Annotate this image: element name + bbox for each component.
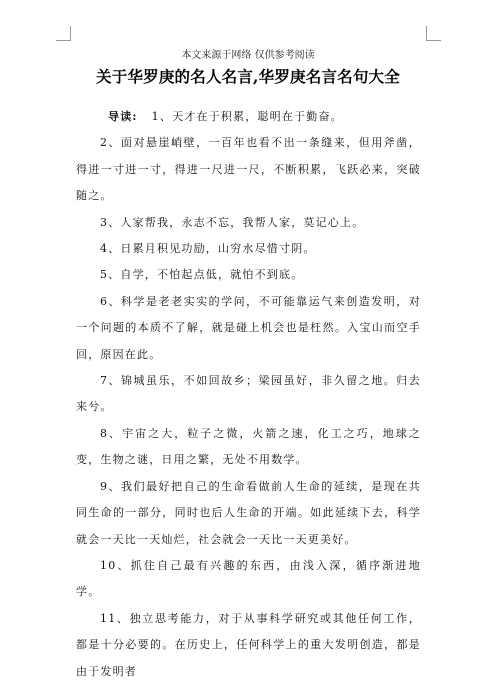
paragraph: 8、宇宙之大，粒子之微，火箭之速，化工之巧，地球之变，生物之谜，日用之繁，无处不用数学。 (76, 426, 421, 467)
paragraph: 7、锦城虽乐，不如回故乡；梁园虽好，非久留之地。归去来兮。 (76, 374, 421, 414)
paragraph-text: 1、天才在于积累，聪明在于勤奋。 (151, 110, 343, 123)
paragraph: 4、日累月积见功励，山穷水尽惜寸阴。 (100, 242, 316, 256)
page-crop-mark-top-left (56, 26, 71, 41)
document-body (76, 104, 421, 685)
paragraph: 6、科学是老老实实的学问，不可能靠运气来创造发明，对一个问题的本质不了解，就是碰上机会也是枉然。入宝山而空手回，原因在此。 (76, 294, 421, 361)
paragraph: 11、独立思考能力，对于从事科学研究或其他任何工作，都是十分必要的。在历史上，任何科学上的重大发明创造，都是由于发明者 (76, 611, 421, 678)
paragraph: 3、人家帮我，永志不忘，我帮人家，莫记心上。 (100, 215, 365, 229)
paragraph-lead (76, 104, 421, 130)
lead-label: 导读: (108, 110, 138, 123)
paragraph: 10、抓住自己最有兴趣的东西，由浅入深，循序渐进地学。 (76, 558, 421, 599)
source-note: 本文来源于网络 仅供参考阅读 (181, 50, 315, 61)
paragraph: 5、自学，不怕起点低，就怕不到底。 (100, 268, 304, 282)
page-title: 关于华罗庚的名人名言,华罗庚名言名句大全 (96, 67, 400, 86)
page-crop-mark-top-right (426, 26, 441, 41)
paragraph: 9、我们最好把自己的生命看做前人生命的延续，是现在共同生命的一部分，同时也后人生命的开端。如此延续下去，科学就会一天比一天灿烂，社会就会一天比一天更美好。 (76, 479, 421, 546)
paragraph: 2、面对悬崖峭壁，一百年也看不出一条缝来，但用斧凿，得进一寸进一寸，得进一尺进一尺，不断积累，飞跃必来，突破随之。 (76, 136, 421, 203)
